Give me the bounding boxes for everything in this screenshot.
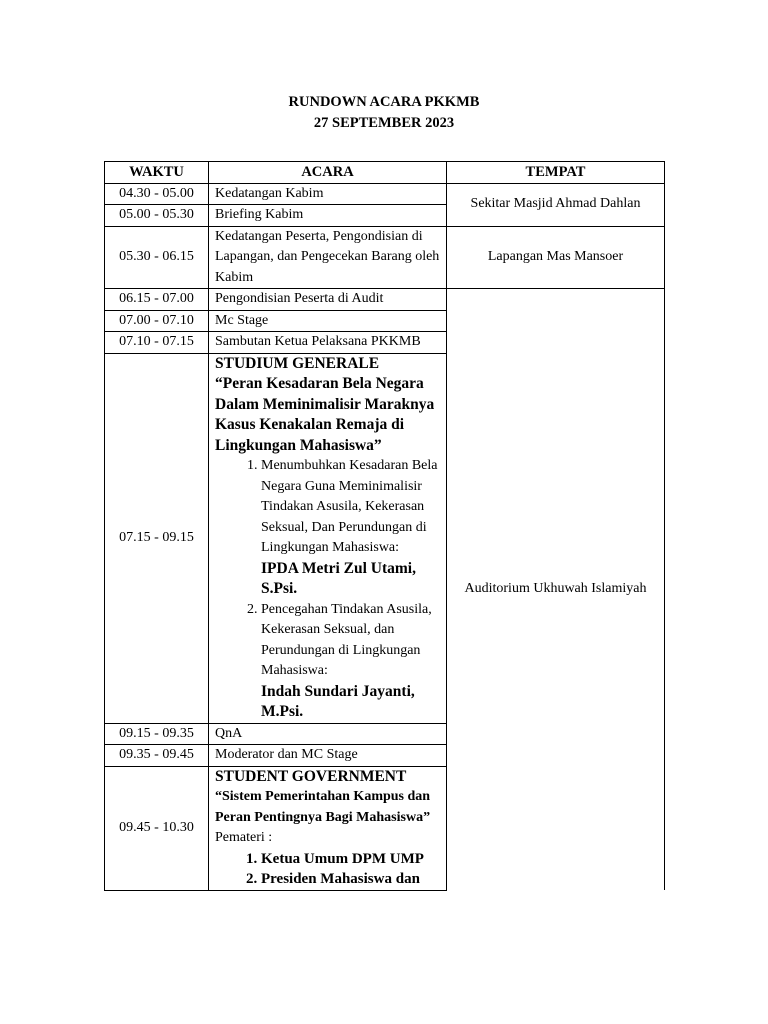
topic-text: Menumbuhkan Kesadaran Bela Negara Guna Meminimalisir Tindakan Asusila, Kekerasan Seksual, Dan Perundungan di Lingkungan Mahasiswa: xyxy=(261,458,438,555)
row-time: 09.45 - 10.30 xyxy=(105,766,209,890)
speaker-name: Indah Sundari Jayanti, M.Psi. xyxy=(261,682,415,720)
row-event: Pengondisian Peserta di Audit xyxy=(209,289,447,311)
rundown-table xyxy=(104,161,665,891)
row-event: Kedatangan Peserta, Pengondisian di Lapangan, dan Pengecekan Barang oleh Kabim xyxy=(209,226,447,289)
row-event: Sambutan Ketua Pelaksana PKKMB xyxy=(209,332,447,354)
header-tempat: TEMPAT xyxy=(447,162,665,184)
title-line-1: RUNDOWN ACARA PKKMB xyxy=(288,94,480,110)
list-item xyxy=(261,600,440,723)
row-event: QnA xyxy=(209,723,447,745)
session-heading: STUDIUM GENERALE xyxy=(215,354,380,372)
table-row xyxy=(105,226,665,289)
header-acara: ACARA xyxy=(209,162,447,184)
topic-text: Pencegahan Tindakan Asusila, Kekerasan Seksual, dan Perundungan di Lingkungan Mahasiswa: xyxy=(261,601,432,678)
session-theme: “Peran Kesadaran Bela Negara Dalam Meminimalisir Maraknya Kasus Kenakalan Remaja di Lingkungan Mahasiswa” xyxy=(215,375,435,454)
table-row xyxy=(105,183,665,205)
row-event: Mc Stage xyxy=(209,310,447,332)
row-time: 07.00 - 07.10 xyxy=(105,310,209,332)
row-event xyxy=(209,766,447,890)
speakers-label: Pemateri : xyxy=(215,830,273,845)
row-event: Kedatangan Kabim xyxy=(209,183,447,205)
row-time: 09.35 - 09.45 xyxy=(105,745,209,767)
row-time: 04.30 - 05.00 xyxy=(105,183,209,205)
list-item: 1. Ketua Umum DPM UMP xyxy=(261,849,440,870)
row-place: Auditorium Ukhuwah Islamiyah xyxy=(447,289,665,891)
row-event: Moderator dan MC Stage xyxy=(209,745,447,767)
row-time: 07.10 - 07.15 xyxy=(105,332,209,354)
row-event: Briefing Kabim xyxy=(209,205,447,227)
speaker-name: IPDA Metri Zul Utami, S.Psi. xyxy=(261,559,416,597)
speaker-list xyxy=(215,849,440,890)
session-heading: STUDENT GOVERNMENT xyxy=(215,767,407,785)
row-time: 09.15 - 09.35 xyxy=(105,723,209,745)
row-time: 05.00 - 05.30 xyxy=(105,205,209,227)
row-place: Sekitar Masjid Ahmad Dahlan xyxy=(447,183,665,226)
document-title xyxy=(0,92,768,134)
row-time: 06.15 - 07.00 xyxy=(105,289,209,311)
row-event xyxy=(209,353,447,723)
row-time: 05.30 - 06.15 xyxy=(105,226,209,289)
row-time: 07.15 - 09.15 xyxy=(105,353,209,723)
header-waktu: WAKTU xyxy=(105,162,209,184)
table-row xyxy=(105,289,665,311)
title-line-2: 27 SEPTEMBER 2023 xyxy=(313,115,455,131)
row-place: Lapangan Mas Mansoer xyxy=(447,226,665,289)
list-item: 2. Presiden Mahasiswa dan xyxy=(261,869,440,890)
session-theme: “Sistem Pemerintahan Kampus dan Peran Pentingnya Bagi Mahasiswa” xyxy=(215,789,431,825)
topic-list xyxy=(215,456,440,723)
list-item xyxy=(261,456,440,600)
table-header-row xyxy=(105,162,665,184)
